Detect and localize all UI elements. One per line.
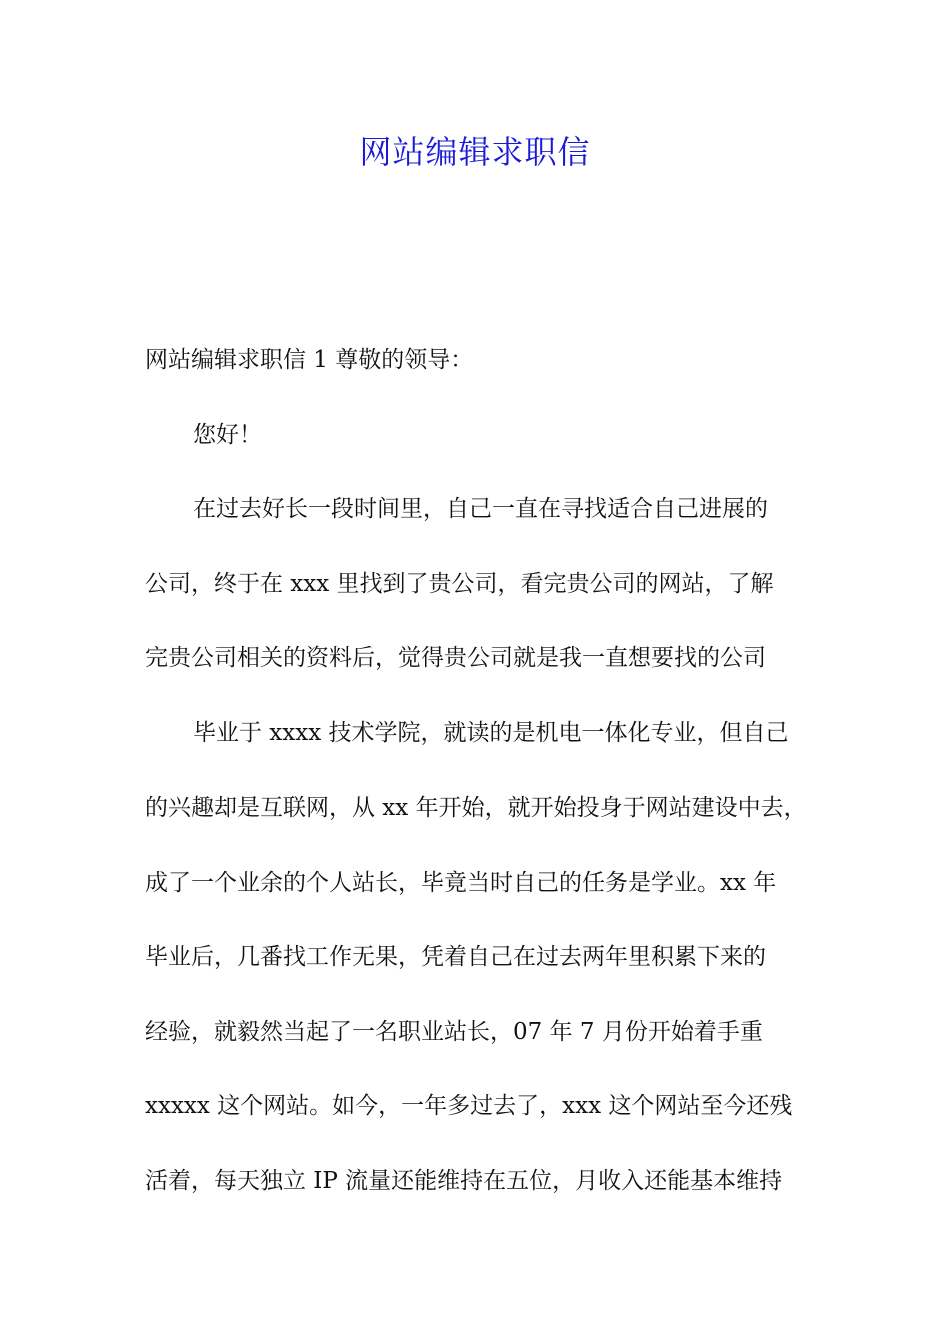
body-line: 的兴趣却是互联网，从 xx 年开始，就开始投身于网站建设中去， (145, 795, 807, 821)
greeting-line: 您好！ (193, 422, 262, 448)
body-line: 在过去好长一段时间里，自己一直在寻找适合自己进展的 (193, 496, 768, 522)
document-title: 网站编辑求职信 (359, 133, 591, 171)
body-line: 活着，每天独立 IP 流量还能维持在五位，月收入还能基本维持 (145, 1168, 783, 1194)
body-line: 经验，就毅然当起了一名职业站长，07 年 7 月份开始着手重 (145, 1019, 763, 1045)
salutation-line: 网站编辑求职信 1 尊敬的领导： (145, 347, 474, 373)
body-line: 公司，终于在 xxx 里找到了贵公司，看完贵公司的网站，了解 (145, 571, 774, 597)
body-line: 完贵公司相关的资料后，觉得贵公司就是我一直想要找的公司 (145, 645, 766, 671)
body-line: xxxxx 这个网站。如今，一年多过去了，xxx 这个网站至今还残 (145, 1093, 793, 1119)
body-line: 成了一个业余的个人站长，毕竟当时自己的任务是学业。xx 年 (145, 870, 777, 896)
body-line: 毕业后，几番找工作无果，凭着自己在过去两年里积累下来的 (145, 944, 766, 970)
body-line: 毕业于 xxxx 技术学院，就读的是机电一体化专业，但自己 (193, 720, 789, 746)
